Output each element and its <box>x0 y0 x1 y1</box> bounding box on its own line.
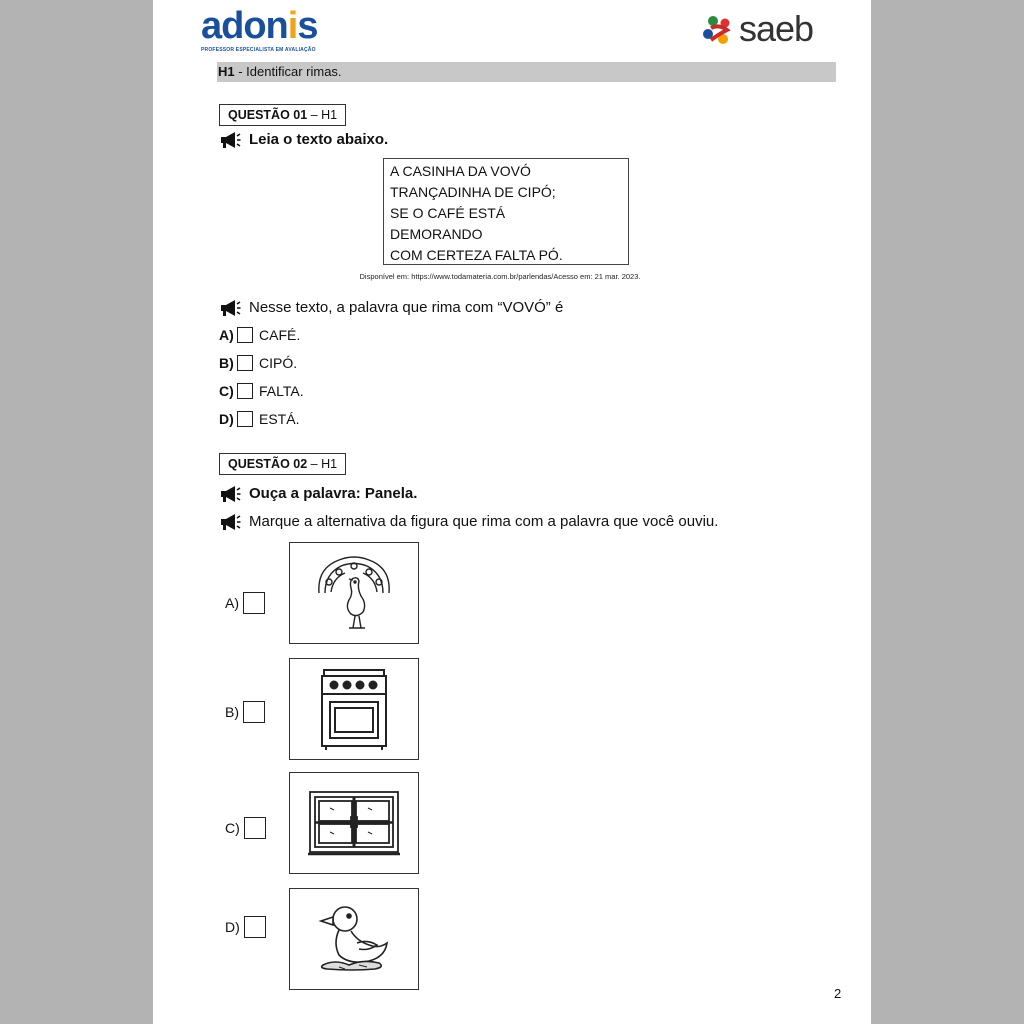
question-2-number: QUESTÃO 02 <box>228 457 308 471</box>
stove-icon <box>314 666 394 752</box>
option-letter: B) <box>225 704 239 720</box>
page-number: 2 <box>834 986 842 1001</box>
poem-line: TRANÇADINHA DE CIPÓ; <box>390 184 556 200</box>
option-letter: D) <box>225 919 240 935</box>
option-checkbox[interactable] <box>244 817 266 839</box>
option-letter: D) <box>219 411 234 427</box>
brand-left-i: i <box>287 5 298 47</box>
option-checkbox[interactable] <box>237 383 253 399</box>
option-letter: C) <box>225 820 240 836</box>
option-letter: A) <box>225 595 239 611</box>
question-1-number: QUESTÃO 01 <box>228 108 308 122</box>
poem-line: COM CERTEZA FALTA PÓ. <box>390 247 563 263</box>
option-text: ESTÁ. <box>259 411 300 427</box>
question-1-skill: – H1 <box>307 108 338 122</box>
option-letter: C) <box>219 383 234 399</box>
megaphone-icon <box>219 131 241 149</box>
question-1-option-c[interactable] <box>219 381 304 401</box>
question-1-label <box>219 104 346 126</box>
brand-right-text: saeb <box>739 8 814 49</box>
brand-tagline: PROFESSOR ESPECIALISTA EM AVALIAÇÃO <box>201 47 316 53</box>
option-checkbox[interactable] <box>237 411 253 427</box>
option-letter: B) <box>219 355 234 371</box>
brand-left-text: adon <box>201 5 288 47</box>
question-2-instruction <box>219 484 417 504</box>
option-checkbox[interactable] <box>244 916 266 938</box>
saeb-emblem-icon <box>699 12 739 52</box>
poem-line: A CASINHA DA VOVÓ <box>390 163 531 179</box>
question-1-option-a[interactable] <box>219 325 300 345</box>
poem-box <box>383 158 629 265</box>
option-letter: A) <box>219 327 234 343</box>
saeb-logo <box>699 8 829 52</box>
question-2-option-b[interactable] <box>225 701 265 723</box>
question-1-prompt <box>219 298 563 318</box>
question-1-instruction-text: Leia o texto abaixo. <box>249 131 389 148</box>
option-checkbox[interactable] <box>237 355 253 371</box>
poem-source: Disponível em: https://www.todamateria.com.br/parlendas/Acesso em: 21 mar. 2023. <box>359 272 641 281</box>
question-2-prompt <box>219 512 718 532</box>
skill-bar <box>217 62 836 82</box>
option-c-picture <box>289 772 419 874</box>
question-2-label <box>219 453 346 475</box>
option-text: CAFÉ. <box>259 327 301 343</box>
question-2-skill: – H1 <box>307 457 338 471</box>
option-checkbox[interactable] <box>243 701 265 723</box>
megaphone-icon <box>219 513 241 531</box>
brand-left-text-end: s <box>297 5 318 47</box>
question-2-option-a[interactable] <box>225 592 265 614</box>
question-1-prompt-text: Nesse texto, a palavra que rima com “VOVÓ” é <box>249 299 564 316</box>
question-2-instruction-text: Ouça a palavra: Panela. <box>249 485 418 502</box>
adonis-logo <box>201 6 341 56</box>
megaphone-icon <box>219 299 241 317</box>
option-d-picture <box>289 888 419 990</box>
duck-icon <box>309 899 399 979</box>
poem-line: DEMORANDO <box>390 226 483 242</box>
question-2-prompt-text: Marque a alternativa da figura que rima com a palavra que você ouviu. <box>249 513 719 530</box>
question-2-option-d[interactable] <box>225 916 266 938</box>
option-checkbox[interactable] <box>243 592 265 614</box>
poem-line: SE O CAFÉ ESTÁ <box>390 205 506 221</box>
question-1-option-b[interactable] <box>219 353 297 373</box>
peacock-icon <box>309 548 399 638</box>
option-text: CIPÓ. <box>259 355 298 371</box>
document-page <box>153 0 871 1024</box>
window-icon <box>306 788 402 858</box>
option-b-picture <box>289 658 419 760</box>
option-a-picture <box>289 542 419 644</box>
question-1-option-d[interactable] <box>219 409 299 429</box>
option-checkbox[interactable] <box>237 327 253 343</box>
question-2-option-c[interactable] <box>225 817 266 839</box>
question-1-instruction <box>219 130 388 150</box>
skill-code: H1 <box>218 64 235 79</box>
megaphone-icon <box>219 485 241 503</box>
skill-text: - Identificar rimas. <box>234 64 342 79</box>
option-text: FALTA. <box>259 383 304 399</box>
